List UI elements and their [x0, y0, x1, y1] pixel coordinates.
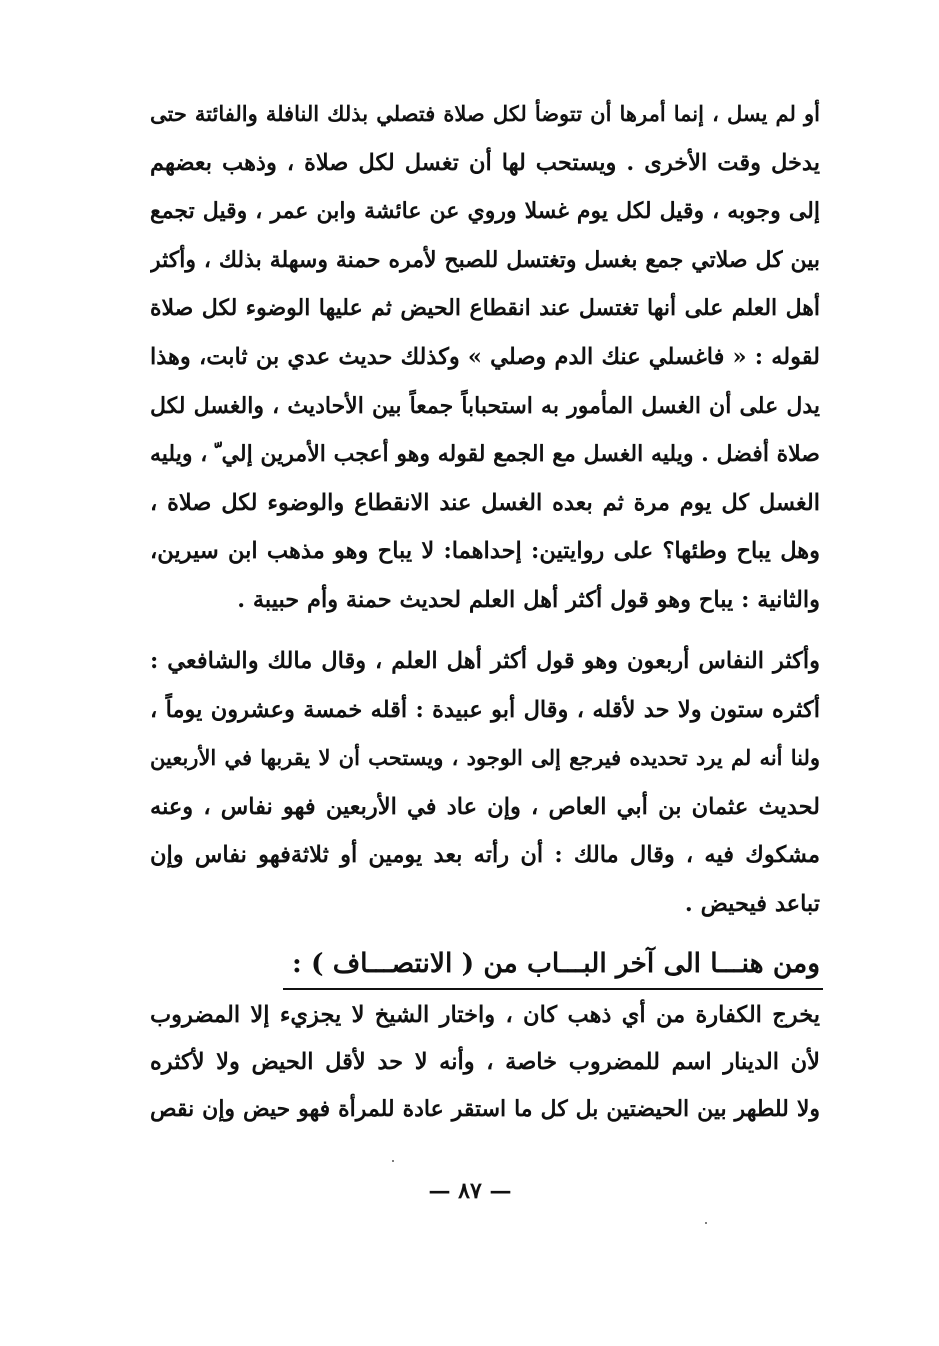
text-line: مشكوك فيه ، وقال مالك : أن رأته بعد يومين أو ثلاثةفهو نفاس وإن [150, 842, 820, 869]
text-line: يدل على أن الغسل المأمور به استحباباً جمعاً بين الأحاديث ، والغسل لكل [150, 392, 820, 419]
text-line: بين كل صلاتي جمع بغسل وتغتسل للصبح لأمره حمنة وسهلة بذلك ، وأكثر [150, 246, 820, 273]
text-line: يدخل وقت الأخرى . ويستحب لها أن تغسل لكل صلاة ، وذهب بعضهم [150, 149, 820, 176]
section-heading: ومن هنـــا الى آخر البـــاب من ( الانتصـــاف ) : [291, 948, 820, 979]
heading-underline [283, 988, 823, 990]
paragraph-nifas [150, 637, 820, 929]
paragraph-istihada [150, 90, 820, 625]
scan-speck [705, 1222, 707, 1224]
text-line: أكثره ستون ولا حد لأقله ، وقال أبو عبيدة : أقله خمسة وعشرون يوماً ، [150, 696, 820, 723]
text-line: والثانية : يباح وهو قول أكثر أهل العلم لحديث حمنة وأم حبيبة . [237, 586, 820, 613]
page-number: — ٨٧ — [428, 1178, 512, 1204]
paragraph-kaffara [150, 992, 820, 1133]
text-line: تباعد فيحيض . [684, 890, 820, 917]
text-line: الغسل كل يوم مرة ثم بعده الغسل عند الانقطاع والوضوء لكل صلاة ، [150, 489, 820, 516]
text-line: لحديث عثمان بن أبي العاص ، وإن عاد في الأربعين فهو نفاس ، وعنه [150, 793, 820, 820]
text-line: أو لم يسل ، إنما أمرها أن تتوضأ لكل صلاة فتصلي بذلك النافلة والفائتة حتى [150, 101, 820, 126]
text-line: أهل العلم على أنها تغتسل عند انقطاع الحيض ثم عليها الوضوء لكل صلاة [150, 295, 820, 322]
text-line: صلاة أفضل . ويليه الغسل مع الجمع لقوله وهو أعجب الأمرين إلي ّ ، ويليه [150, 441, 820, 468]
scan-speck [392, 1160, 394, 1162]
text-line: وأكثر النفاس أربعون وهو قول أكثر أهل العلم ، وقال مالك والشافعي : [150, 648, 820, 674]
text-line: ولا للطهر بين الحيضتين بل كل ما استقر عادة للمرأة فهو حيض وإن نقص [150, 1096, 820, 1122]
text-line: يخرج الكفارة من أي ذهب كان ، واختار الشيخ لا يجزيء إلا المضروب [150, 1002, 820, 1028]
text-line: إلى وجوبه ، وقيل لكل يوم غسلا وروي عن عائشة وابن عمر ، وقيل تجمع [150, 198, 820, 225]
text-line: لأن الدينار اسم للمضروب خاصة ، وأنه لا حد لأقل الحيض ولا لأكثره [150, 1049, 820, 1075]
text-line: وهل يباح وطئها؟ على روايتين: إحداهما: لا يباح وهو مذهب ابن سيرين، [150, 538, 820, 565]
text-line: ولنا أنه لم يرد تحديده فيرجع إلى الوجود ، ويستحب أن لا يقربها في الأربعين [150, 745, 820, 771]
text-line: لقوله : « فاغسلي عنك الدم وصلي » وكذلك حديث عدي بن ثابت، وهذا [150, 343, 820, 370]
